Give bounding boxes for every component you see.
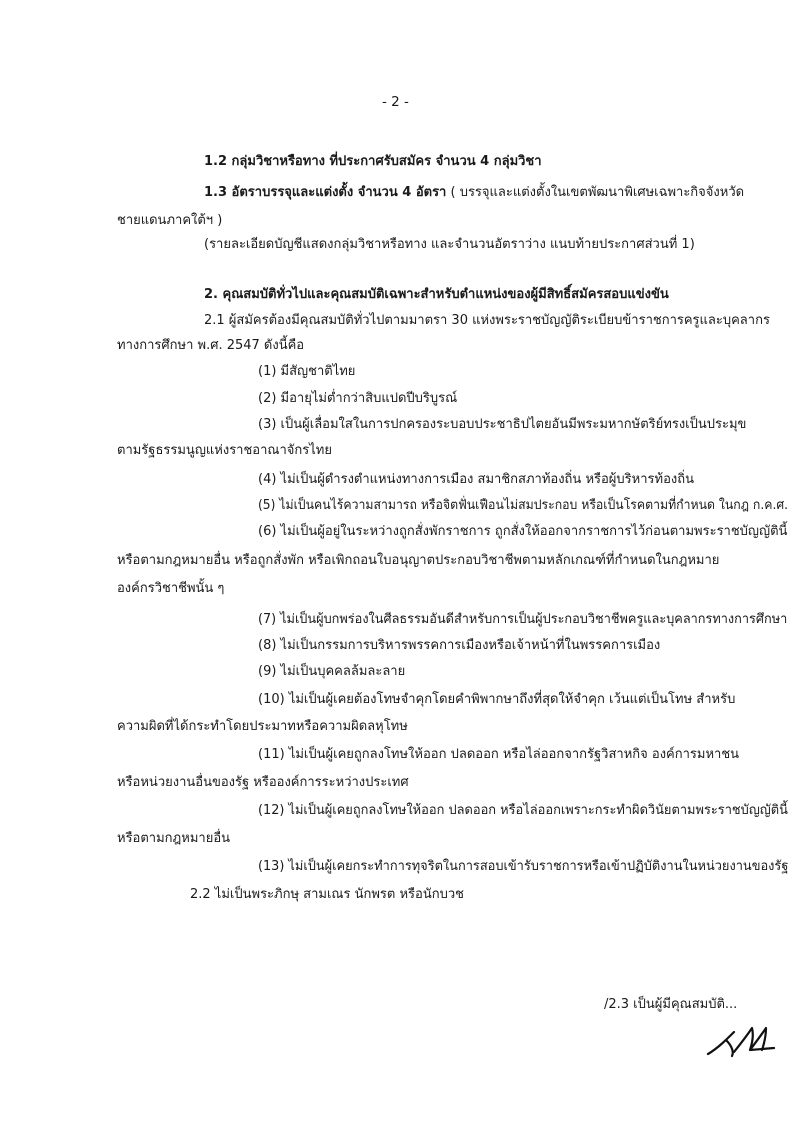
qualification-9: (9) ไม่เป็นบุคคลล้มละลาย bbox=[258, 664, 406, 679]
section-2-heading bbox=[204, 286, 669, 304]
qualification-10: (10) ไม่เป็นผู้เคยต้องโทษจำคุกโดยคำพิพากษาถึงที่สุดให้จำคุก เว้นแต่เป็นโทษ สำหรับ bbox=[258, 692, 736, 707]
section-1-3-bold: 1.3 อัตราบรรจุและแต่งตั้ง จำนวน 4 อัตรา bbox=[204, 185, 447, 200]
qualification-11-continuation: หรือหน่วยงานอื่นของรัฐ หรือองค์การระหว่างประเทศ bbox=[117, 775, 409, 790]
section-1-3-line bbox=[204, 184, 744, 202]
page-number: - 2 - bbox=[382, 94, 409, 110]
qualification-7: (7) ไม่เป็นผู้บกพร่องในศีลธรรมอันดีสำหรับการเป็นผู้ประกอบวิชาชีพครูและบุคลากรทางการศึกษา bbox=[258, 612, 788, 627]
section-1-2-heading bbox=[204, 153, 542, 171]
qualification-5: (5) ไม่เป็นคนไร้ความสามารถ หรือจิตฟั่นเฟือนไม่สมประกอบ หรือเป็นโรคตามที่กำหนด ในกฎ ก.ค.ศ. bbox=[258, 498, 789, 513]
attachment-note: (รายละเอียดบัญชีแสดงกลุ่มวิชาหรือทาง และจำนวนอัตราว่าง แนบท้ายประกาศส่วนที่ 1) bbox=[204, 237, 695, 252]
continuation-note: /2.3 เป็นผู้มีคุณสมบัติ... bbox=[604, 997, 738, 1012]
qualification-10-continuation: ความผิดที่ได้กระทำโดยประมาทหรือความผิดลหุโทษ bbox=[117, 719, 408, 734]
qualification-6-continuation-2: องค์กรวิชาชีพนั้น ๆ bbox=[117, 581, 225, 596]
section-1-2-text: 1.2 กลุ่มวิชาหรือทาง ที่ประกาศรับสมัคร จำนวน 4 กลุ่มวิชา bbox=[204, 154, 542, 169]
section-1-3-continuation: ชายแดนภาคใต้ฯ ) bbox=[117, 213, 223, 228]
qualification-6: (6) ไม่เป็นผู้อยู่ในระหว่างถูกสั่งพักราชการ ถูกสั่งให้ออกจากราชการไว้ก่อนตามพระราชบัญญัตินี้ bbox=[258, 524, 788, 539]
section-2-1-line: 2.1 ผู้สมัครต้องมีคุณสมบัติทั่วไปตามมาตรา 30 แห่งพระราชบัญญัติระเบียบข้าราชการครูและบุคลากร bbox=[204, 313, 770, 328]
qualification-12-continuation: หรือตามกฎหมายอื่น bbox=[117, 831, 231, 846]
qualification-3: (3) เป็นผู้เลื่อมใสในการปกครองระบอบประชาธิปไตยอันมีพระมหากษัตริย์ทรงเป็นประมุข bbox=[258, 417, 747, 432]
qualification-6-continuation-1: หรือตามกฎหมายอื่น หรือถูกสั่งพัก หรือเพิกถอนใบอนุญาตประกอบวิชาชีพตามหลักเกณฑ์ที่กำหนดในกฎหมาย bbox=[117, 553, 720, 568]
qualification-4: (4) ไม่เป็นผู้ดำรงตำแหน่งทางการเมือง สมาชิกสภาท้องถิ่น หรือผู้บริหารท้องถิ่น bbox=[258, 472, 694, 487]
qualification-1: (1) มีสัญชาติไทย bbox=[258, 364, 356, 379]
qualification-8: (8) ไม่เป็นกรรมการบริหารพรรคการเมืองหรือเจ้าหน้าที่ในพรรคการเมือง bbox=[258, 638, 661, 653]
section-1-3-rest: ( บรรจุและแต่งตั้งในเขตพัฒนาพิเศษเฉพาะกิจจังหวัด bbox=[446, 185, 745, 200]
section-2-1-continuation: ทางการศึกษา พ.ศ. 2547 ดังนี้คือ bbox=[117, 338, 305, 353]
section-2-text: 2. คุณสมบัติทั่วไปและคุณสมบัติเฉพาะสำหรับตำแหน่งของผู้มีสิทธิ์สมัครสอบแข่งขัน bbox=[204, 287, 669, 302]
qualification-13: (13) ไม่เป็นผู้เคยกระทำการทุจริตในการสอบเข้ารับราชการหรือเข้าปฏิบัติงานในหน่วยงานของรัฐ bbox=[258, 859, 789, 874]
qualification-2: (2) มีอายุไม่ต่ำกว่าสิบแปดปีบริบูรณ์ bbox=[258, 391, 458, 406]
qualification-11: (11) ไม่เป็นผู้เคยถูกลงโทษให้ออก ปลดออก หรือไล่ออกจากรัฐวิสาหกิจ องค์การมหาชน bbox=[258, 747, 740, 762]
qualification-3-continuation: ตามรัฐธรรมนูญแห่งราชอาณาจักรไทย bbox=[117, 443, 332, 458]
handwritten-signature bbox=[704, 1022, 776, 1060]
qualification-12: (12) ไม่เป็นผู้เคยถูกลงโทษให้ออก ปลดออก หรือไล่ออกเพราะกระทำผิดวินัยตามพระราชบัญญัตินี้ bbox=[258, 803, 788, 818]
section-2-2-line: 2.2 ไม่เป็นพระภิกษุ สามเณร นักพรต หรือนักบวช bbox=[190, 887, 464, 902]
